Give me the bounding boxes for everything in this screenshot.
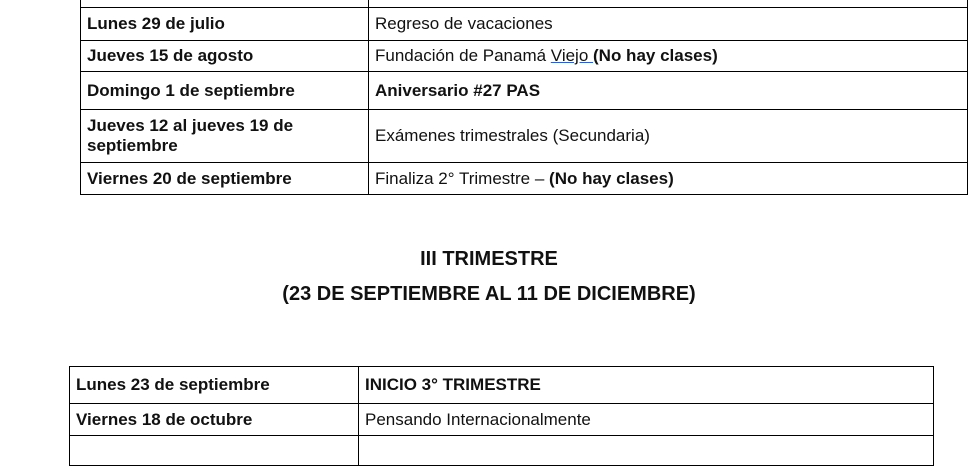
table-row [70,404,934,436]
table-row [70,367,934,404]
date-cell: Viernes 18 de octubre [70,404,359,436]
date-cell: Lunes 23 de septiembre [70,367,359,404]
table-row [70,436,934,466]
table-row [81,8,968,41]
event-cell [369,41,968,72]
table-row [81,0,968,8]
calendar-table-top [80,0,968,195]
event-cell: Exámenes trimestrales (Secundaria) [369,110,968,163]
event-cell: INICIO 3° TRIMESTRE [359,367,934,404]
date-cell: Jueves 12 al jueves 19 de septiembre [81,110,369,163]
table-row [81,163,968,195]
table-row [81,41,968,72]
event-bold-text: (No hay clases) [549,168,674,188]
event-bold-text: (No hay clases) [593,46,718,65]
event-cell: Regreso de vacaciones [369,8,968,41]
date-cell: Domingo 1 de septiembre [81,72,369,110]
event-text: Fundación de Panamá [375,46,551,65]
event-cell: Aniversario #27 PAS [369,72,968,110]
section-subtitle: (23 DE SEPTIEMBRE AL 11 DE DICIEMBRE) [282,283,696,305]
date-cell [70,436,359,466]
event-cell [359,436,934,466]
date-cell: Lunes 29 de julio [81,8,369,41]
date-cell: Jueves 15 de agosto [81,41,369,72]
date-cell [81,0,369,8]
event-cell: Pensando Internacionalmente [359,404,934,436]
table-row [81,110,968,163]
calendar-table-bottom [69,366,934,466]
date-cell: Viernes 20 de septiembre [81,163,369,195]
event-underlined-text: Viejo [550,46,594,65]
event-cell [369,163,968,195]
event-text: Finaliza 2° Trimestre – [375,168,550,188]
event-cell [369,0,968,8]
section-title: III TRIMESTRE [420,248,558,270]
table-row [81,72,968,110]
